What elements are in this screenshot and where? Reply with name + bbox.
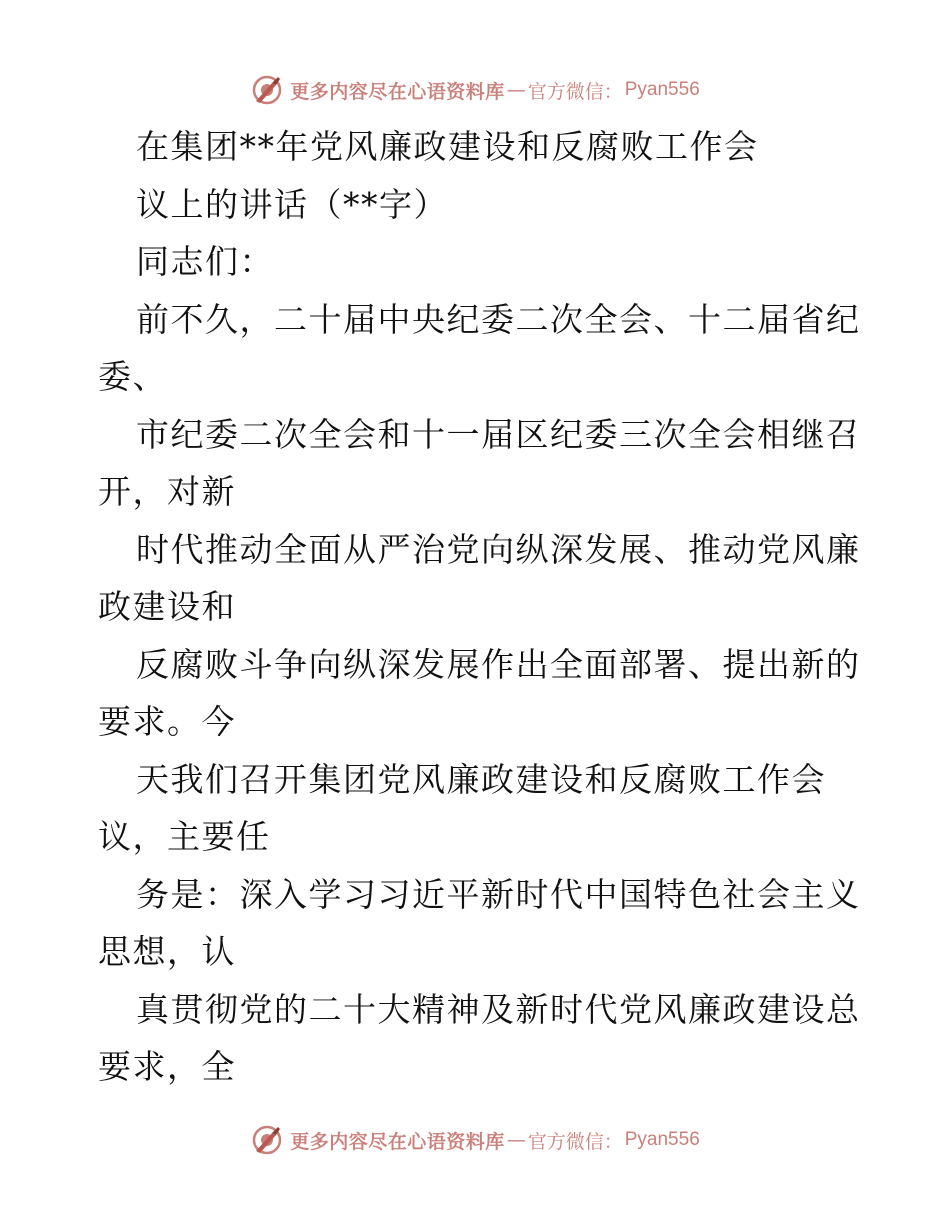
text-line: 要求。今 bbox=[98, 702, 236, 741]
text-line: 议上的讲话（**字） bbox=[136, 184, 448, 224]
watermark-dash: — bbox=[506, 79, 526, 101]
text-line: 同志们： bbox=[136, 242, 274, 281]
text-line: 时代推动全面从严治党向纵深发展、推动党风廉 bbox=[136, 529, 861, 569]
watermark-wechat-id: Pyan556 bbox=[624, 79, 700, 100]
text-line: 天我们召开集团党风廉政建设和反腐败工作会 bbox=[136, 759, 826, 799]
watermark-main-text: 更多内容尽在心语资料库 bbox=[290, 80, 505, 103]
watermark-wechat-id: Pyan556 bbox=[624, 1129, 700, 1150]
text-line: 真贯彻党的二十大精神及新时代党风廉政建设总 bbox=[136, 989, 861, 1029]
text-line: 委、 bbox=[98, 357, 167, 396]
pen-logo-icon bbox=[250, 73, 284, 107]
footer-watermark bbox=[0, 1120, 950, 1160]
text-line: 务是：深入学习习近平新时代中国特色社会主义 bbox=[136, 874, 861, 914]
text-line: 市纪委二次全会和十一届区纪委三次全会相继召 bbox=[136, 414, 861, 454]
text-line: 开，对新 bbox=[98, 472, 236, 511]
pen-logo-icon bbox=[250, 1123, 284, 1157]
watermark-main-text: 更多内容尽在心语资料库 bbox=[290, 1130, 505, 1153]
text-line: 反腐败斗争向纵深发展作出全面部署、提出新的 bbox=[136, 644, 861, 684]
watermark-label: 官方微信： bbox=[527, 80, 623, 103]
text-line: 思想，认 bbox=[98, 932, 236, 971]
text-line: 议，主要任 bbox=[98, 817, 271, 856]
text-line: 政建设和 bbox=[98, 587, 236, 626]
text-line: 在集团**年党风廉政建设和反腐败工作会 bbox=[136, 127, 759, 166]
watermark-label: 官方微信： bbox=[527, 1130, 623, 1153]
watermark-dash: — bbox=[506, 1129, 526, 1151]
header-watermark bbox=[0, 70, 950, 110]
text-line: 前不久，二十届中央纪委二次全会、十二届省纪 bbox=[136, 299, 861, 339]
text-line: 要求，全 bbox=[98, 1047, 236, 1086]
document-body bbox=[98, 118, 861, 1096]
